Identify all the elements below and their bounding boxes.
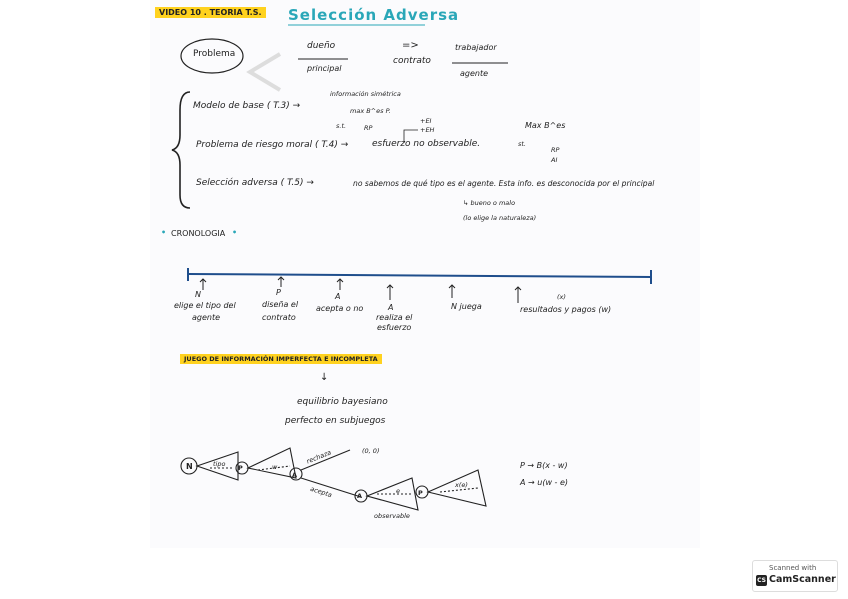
dashed-line [440,488,478,492]
timeline-arrows [200,277,521,303]
right-ai: AI [551,156,558,164]
dashed-line [258,466,290,470]
down-arrow: ↓ [320,372,329,383]
moral-eh: +EH [420,126,435,134]
principal-label: principal [307,64,342,73]
chronology-bullet: • [161,228,167,237]
x-label: x(e) [455,481,468,489]
timeline-line [188,274,651,277]
event-label: realiza el [376,313,413,322]
event-label: agente [192,313,221,322]
w-label: w [272,463,278,471]
event-letter: A [388,303,394,312]
base-max: max B^es P. [350,107,391,115]
video-label: VIDEO 10 . TEORIA T.S. [155,7,266,18]
base-info: información simétrica [330,90,401,98]
right-rp: RP [551,146,560,154]
event-label: acepta o no [316,304,364,313]
acepta-label: acepta [309,484,333,500]
event-label: contrato [262,313,296,322]
event-label: elige el tipo del [174,301,236,310]
event-letter: N [195,290,201,299]
event-label: N juega [451,302,482,311]
equilibrium-line-2: perfecto en subjuegos [285,416,386,426]
chronology-heading: CRONOLOGIA [171,229,226,238]
moral-ei: +EI [420,117,432,125]
rechaza-label: rechaza [305,448,333,466]
node-principal-1: P [238,464,243,472]
tipo-label: tipo [213,460,226,468]
page-title: Selección Adversa [288,6,460,24]
agent-label: agente [460,69,489,78]
arrow-up-icon [337,279,343,290]
adverse-selection-label: Selección adversa ( T.5) → [196,178,314,188]
reject-branch [301,450,350,470]
payoff-label: (0, 0) [362,447,380,455]
principal-node-2 [416,486,428,498]
equilibrium-line-1: equilibrio bayesiano [297,397,388,407]
base-st: s.t. [336,122,347,130]
event-label: resultados y pagos (w) [520,305,612,314]
owner-label: dueño [307,41,336,51]
node-agent-2: A [357,492,363,500]
problem-label: Problema [193,49,236,59]
right-max: Max B^es [525,121,566,130]
accept-branch [301,478,361,500]
adverse-selection-text: no sabemos de qué tipo es el agente. Esta info. es desconocida por el principal [353,179,655,188]
game-heading: JUEGO DE INFORMACIÓN IMPERFECTA E INCOMPLETA [180,354,382,364]
chevron-left-icon [250,54,280,90]
base-model-label: Modelo de base ( T.3) → [193,101,301,111]
e-label: e [396,487,400,495]
base-rp: RP [364,124,373,132]
game-tree [181,448,486,510]
arrow-implies: => [402,40,419,51]
arrow-up-icon [200,279,206,290]
scanner-badge [752,560,838,592]
event-letter: A [335,292,341,301]
worker-label: trabajador [455,43,497,52]
node-nature: N [186,462,193,471]
arrow-up-icon [278,277,284,287]
arrow-up-icon [387,285,393,300]
arrow-up-icon [449,285,455,298]
tree-cone-2 [248,448,296,478]
moral-hazard-label: Problema de riesgo moral ( T.4) → [196,140,349,150]
outcome-x-label: (x) [557,293,566,301]
node-principal-2: P [418,489,423,497]
event-label: diseña el [262,300,299,309]
nature-node [181,458,197,474]
moral-arrow [404,130,418,143]
adverse-note-1: ↳ bueno o malo [463,199,516,207]
problem-circle [181,39,243,73]
adverse-note-2: (lo elige la naturaleza) [463,214,537,222]
tree-cone-1 [197,452,238,480]
event-letter: P [276,288,281,297]
node-agent-1: A [292,471,298,479]
observable-label: observable [374,512,410,520]
contract-label: contrato [393,56,431,66]
moral-hazard-text: esfuerzo no observable. [372,139,481,149]
right-st: st. [518,140,527,148]
event-label: esfuerzo [377,323,412,332]
camscanner-logo-icon: CS [757,577,766,584]
agent-payoff: A → u(w - e) [520,478,569,487]
scanner-text-1: Scanned with [769,564,817,572]
scanner-text-2: CamScanner [769,574,836,585]
chronology-bullet-end: • [232,228,238,237]
arrow-up-icon [515,287,521,303]
principal-payoff: P → B(x - w) [520,461,568,470]
models-brace [172,92,190,208]
